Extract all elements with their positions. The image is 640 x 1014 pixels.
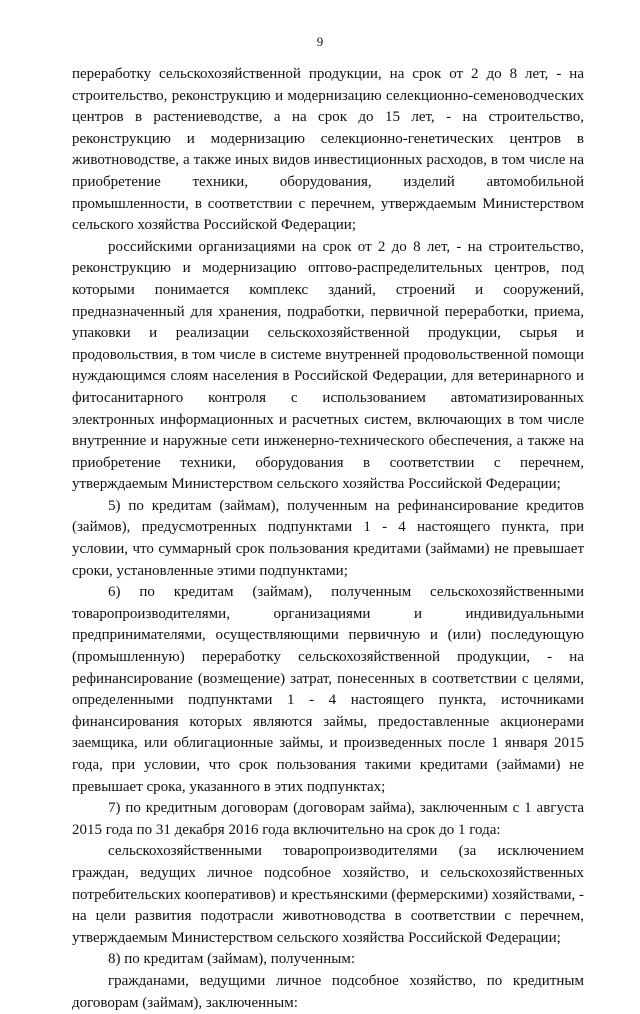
paragraph-item-8-credits: 8) по кредитам (займам), полученным:: [108, 951, 356, 968]
paragraph-item-5-refinancing: 5) по кредитам (займам), полученным на рефинансирование кредитов (займов), предусмотренных подпунктами 1 - 4 настоящего пункта, при условии, что суммарный срок пользования кредитами (займами) не превышает сроки, установленные этими подпунктами;: [72, 497, 584, 579]
document-body: [72, 64, 584, 1014]
paragraph-item-8-citizens: гражданами, ведущими личное подсобное хозяйство, по кредитным договорам (займам), заключенным:: [72, 972, 584, 1011]
paragraph-russian-organizations: российскими организациями на срок от 2 до 8 лет, - на строительство, реконструкцию и модернизацию оптово-распределительных центров, под которыми понимается комплекс зданий, строений и сооружений, предназначенный для хранения, подработки, первичной переработки, приема, упаковки и реализации сельскохозяйственной продукции, сырья и продовольствия, в том числе в системе внутренней продовольственной помощи нуждающимся слоям населения в Российской Федерации, для ветеринарного и фитосанитарного контроля с использованием автоматизированных электронных информационных и расчетных систем, включающих в том числе внутренние и наружные сети инженерно-технического обеспечения, а также на приобретение техники, оборудования в соответствии с перечнем, утверждаемым Министерством сельского хозяйства Российской Федерации;: [72, 238, 584, 493]
paragraph-processing-credit: переработку сельскохозяйственной продукции, на срок от 2 до 8 лет, - на строительство, реконструкцию и модернизацию селекционно-семеноводческих центров в растениеводстве, а на срок до 15 лет, - на строительство, реконструкцию и модернизацию селекционно-генетических центров в животноводстве, а также иных видов инвестиционных расходов, в том числе на приобретение техники, оборудования, изделий автомобильной промышленности, в соответствии с перечнем, утверждаемым Министерством сельского хозяйства Российской Федерации;: [72, 66, 584, 234]
paragraph-item-6-refinancing-costs: 6) по кредитам (займам), полученным сельскохозяйственными товаропроизводителями, организациями и индивидуальными предпринимателями, осуществляющими первичную и (или) последующую (промышленную) переработку сельскохозяйственной продукции, - на рефинансирование (возмещение) затрат, понесенных в соответствии с целями, определенными подпунктами 1 - 4 настоящего пункта, источниками финансирования которых являются займы, предоставленные акционерами заемщика, или облигационные займы, и произведенных после 1 января 2015 года, при условии, что срок пользования такими кредитами (займами) не превышает срока, указанного в этих подпунктах;: [72, 584, 584, 795]
paragraph-item-7-credit-agreements: 7) по кредитным договорам (договорам займа), заключенным с 1 августа 2015 года по 31 декабря 2016 года включительно на срок до 1 года:: [72, 800, 584, 838]
page-number: 9: [316, 34, 324, 49]
paragraph-item-7-producers: сельскохозяйственными товаропроизводителями (за исключением граждан, ведущих личное подсобное хозяйство, и сельскохозяйственных потребительских кооперативов) и крестьянскими (фермерскими) хозяйствами, - на цели развития подотрасли животноводства в соответствии с перечнем, утверждаемым Министерством сельского хозяйства Российской Федерации;: [72, 843, 584, 946]
